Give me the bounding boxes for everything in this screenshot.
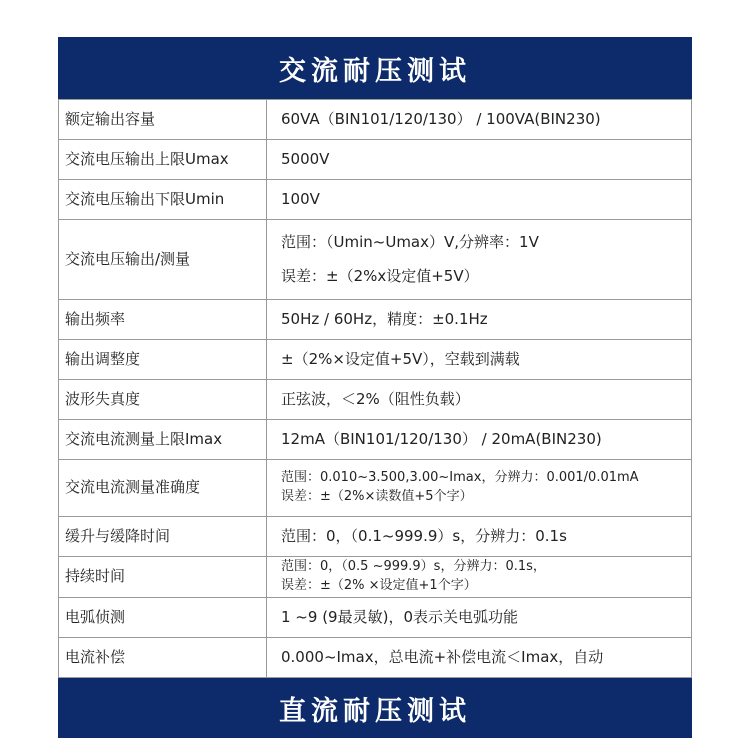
table-row xyxy=(59,340,692,380)
table-row xyxy=(59,100,692,140)
spec-value-line: 范围：0.010~3.500,3.00~Imax，分辨力：0.001/0.01mA xyxy=(281,470,639,486)
spec-value: ±（2%×设定值+5V），空载到满载 xyxy=(267,340,692,380)
spec-value: 0.000~Imax，总电流+补偿电流＜Imax，自动 xyxy=(267,638,692,678)
spec-value: 1 ~9 (9最灵敏)，0表示关电弧功能 xyxy=(267,598,692,638)
spec-value: 12mA（BIN101/120/130） / 20mA(BIN230) xyxy=(267,420,692,460)
table-row xyxy=(59,220,692,300)
table-row xyxy=(59,460,692,517)
spec-key: 额定输出容量 xyxy=(59,100,267,140)
table-row xyxy=(59,638,692,678)
spec-key: 交流电压输出/测量 xyxy=(59,220,267,300)
spec-value-line: 误差：±（2% ×设定值+1个字） xyxy=(281,578,477,593)
spec-value: 正弦波，＜2%（阻性负载） xyxy=(267,380,692,420)
spec-key: 波形失真度 xyxy=(59,380,267,420)
spec-key: 输出调整度 xyxy=(59,340,267,380)
spec-value-line: 范围：（Umin~Umax）V,分辨率：1V xyxy=(281,232,539,251)
spec-value: 5000V xyxy=(267,140,692,180)
spec-key: 交流电压输出上限Umax xyxy=(59,140,267,180)
spec-table xyxy=(58,99,692,678)
spec-value xyxy=(267,220,692,300)
spec-sheet xyxy=(58,37,692,738)
spec-value: 范围：0，（0.1~999.9）s，分辨力：0.1s xyxy=(267,517,692,557)
spec-value-line: 误差：±（2%×读数值+5个字） xyxy=(281,489,473,504)
spec-value: 100V xyxy=(267,180,692,220)
spec-value xyxy=(267,460,692,517)
section-title-dc: 直流耐压测试 xyxy=(58,678,692,738)
table-row xyxy=(59,140,692,180)
spec-key: 交流电流测量上限Imax xyxy=(59,420,267,460)
spec-value: 50Hz / 60Hz，精度：±0.1Hz xyxy=(267,300,692,340)
section-title-ac: 交流耐压测试 xyxy=(58,37,692,99)
table-row xyxy=(59,517,692,557)
spec-value: 60VA（BIN101/120/130） / 100VA(BIN230) xyxy=(267,100,692,140)
spec-key: 电弧侦测 xyxy=(59,598,267,638)
table-row xyxy=(59,598,692,638)
table-row xyxy=(59,180,692,220)
table-row xyxy=(59,420,692,460)
spec-key: 电流补偿 xyxy=(59,638,267,678)
spec-key: 交流电流测量准确度 xyxy=(59,460,267,517)
spec-key: 持续时间 xyxy=(59,557,267,598)
spec-value xyxy=(267,557,692,598)
table-row xyxy=(59,557,692,598)
spec-value-line: 误差：±（2%x设定值+5V） xyxy=(281,267,479,285)
spec-key: 缓升与缓降时间 xyxy=(59,517,267,557)
table-row xyxy=(59,380,692,420)
spec-key: 交流电压输出下限Umin xyxy=(59,180,267,220)
table-row xyxy=(59,300,692,340)
spec-value-line: 范围：0，（0.5 ~999.9）s，分辨力：0.1s， xyxy=(281,559,546,575)
spec-key: 输出频率 xyxy=(59,300,267,340)
